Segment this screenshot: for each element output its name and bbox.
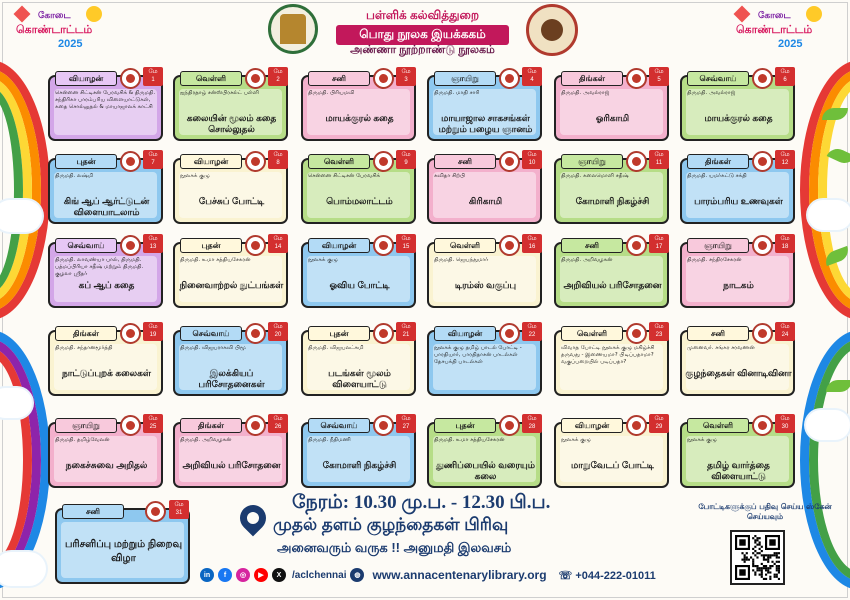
library-logo-icon	[499, 151, 520, 172]
event-date-badge	[143, 414, 163, 433]
event-presenter: கவிதா சிற்பி	[434, 173, 466, 179]
event-title: நினைவாற்றல் நுட்பங்கள்	[179, 280, 284, 290]
library-logo-icon	[245, 235, 266, 256]
event-date: 16	[528, 244, 536, 250]
event-day: வியாழன்	[561, 418, 623, 433]
event-title: நாடகம்	[723, 280, 754, 290]
event-presenter: திருமதி. லாவண்யா பால், திருமதி. பத்மப்பிரியா சதீஷ் மற்றும் திருமதி. குழலா ஸ்ரீதர்	[55, 257, 144, 277]
library-logo-icon	[626, 68, 647, 89]
event-presenter: முனைவர். சங்கர சரவணன்	[687, 345, 755, 351]
event-month: மே	[527, 152, 537, 158]
event-day: திங்கள்	[180, 418, 242, 433]
event-card	[427, 236, 542, 308]
department-title: பள்ளிக் கல்வித்துறை	[365, 8, 480, 22]
event-date: 17	[655, 244, 663, 250]
event-date-badge	[143, 150, 163, 169]
event-date-badge	[268, 67, 288, 86]
event-date: 19	[149, 332, 157, 338]
event-date: 29	[655, 424, 663, 430]
event-day: வெள்ளி	[561, 326, 623, 341]
event-date-badge	[396, 414, 416, 433]
festival-logo-small: கோடை	[758, 10, 791, 20]
event-title: துணிப்பையில் வரையும் கலை	[435, 460, 536, 481]
event-date-badge	[522, 67, 542, 86]
event-card	[173, 152, 288, 224]
event-title: பேச்சுப் போட்டி	[198, 196, 265, 206]
event-date-badge	[169, 500, 189, 519]
event-day: ஞாயிறு	[55, 418, 117, 433]
event-card	[301, 324, 416, 396]
event-month: மே	[148, 152, 158, 158]
event-date-badge	[268, 322, 288, 341]
event-day: புதன்	[308, 326, 370, 341]
event-card	[680, 69, 795, 141]
event-date: 15	[402, 244, 410, 250]
library-logo-icon	[626, 415, 647, 436]
event-presenter: திருமதி. லஷ்மி	[55, 173, 94, 179]
event-day: ஞாயிறு	[434, 71, 496, 86]
event-date: 30	[781, 424, 789, 430]
event-card	[173, 324, 288, 396]
library-logo-icon	[120, 151, 141, 172]
event-day: செவ்வாய்	[55, 238, 117, 253]
event-month: மே	[527, 236, 537, 242]
event-day: வியாழன்	[55, 71, 117, 86]
event-title: அறிவியல் பரிசோதனை	[563, 280, 662, 290]
event-date: 31	[175, 510, 183, 516]
youtube-icon[interactable]: ▶	[254, 568, 268, 582]
festival-logo-left	[12, 6, 108, 58]
library-logo-icon	[245, 151, 266, 172]
event-date-badge	[143, 67, 163, 86]
library-logo-icon	[245, 68, 266, 89]
event-title: ஓரிகாமி	[595, 113, 630, 123]
library-logo-icon	[373, 151, 394, 172]
event-presenter: திருமதி. நீதிமணி	[308, 437, 351, 443]
library-logo-icon	[373, 415, 394, 436]
event-date: 11	[655, 160, 663, 166]
event-date-badge	[522, 150, 542, 169]
directorate-title: பொது நூலக இயக்ககம்	[336, 25, 509, 45]
event-day: ஞாயிறு	[687, 238, 749, 253]
event-month: மே	[273, 152, 283, 158]
event-date-badge	[649, 414, 669, 433]
event-date-badge	[775, 414, 795, 433]
event-card	[680, 152, 795, 224]
social-links-row	[200, 566, 656, 584]
event-card	[427, 152, 542, 224]
event-date: 9	[404, 160, 408, 166]
event-title: கோமாளி நிகழ்ச்சி	[322, 460, 397, 470]
event-day: வெள்ளி	[180, 71, 242, 86]
event-day: செவ்வாய்	[180, 326, 242, 341]
event-month: மே	[780, 236, 790, 242]
event-card	[301, 152, 416, 224]
event-title: படங்கள் மூலம் விளையாட்டு	[328, 368, 391, 389]
cloud-decoration	[0, 200, 42, 232]
event-month: மே	[401, 236, 411, 242]
event-day: புதன்	[55, 154, 117, 169]
library-logo-icon	[245, 415, 266, 436]
event-date: 7	[151, 160, 155, 166]
cloud-decoration	[806, 410, 850, 440]
event-month: மே	[148, 236, 158, 242]
event-date-badge	[268, 150, 288, 169]
event-month: மே	[654, 236, 664, 242]
event-month: மே	[174, 502, 184, 508]
facebook-icon[interactable]: f	[218, 568, 232, 582]
event-day: ஞாயிறு	[561, 154, 623, 169]
kite-icon	[14, 6, 31, 23]
event-card	[301, 416, 416, 488]
event-presenter: திருமதி. சந்தானமூர்த்தி	[55, 345, 113, 351]
event-date: 13	[149, 244, 157, 250]
qr-code-icon[interactable]	[730, 530, 785, 585]
library-logo-icon	[626, 323, 647, 344]
library-logo-icon	[120, 68, 141, 89]
event-presenter: திருமதி. விஜயராகவி பிமூ	[180, 345, 246, 351]
library-logo-icon	[752, 68, 773, 89]
location-pin-icon	[235, 500, 272, 537]
event-title: டிரம்ஸ் வகுப்பு	[454, 280, 517, 290]
globe-icon: ◍	[350, 568, 364, 582]
event-date: 5	[657, 77, 661, 83]
event-date-badge	[143, 234, 163, 253]
event-card	[427, 69, 542, 141]
library-logo-icon	[245, 323, 266, 344]
event-presenter: திருமதி. சந்திரசேகரன்	[687, 257, 742, 263]
event-month: மே	[273, 324, 283, 330]
event-presenter: திருமதி. தமிழ்வேலன்	[55, 437, 110, 443]
event-presenter: திருமதி. அவல்ராஜ்	[561, 90, 610, 96]
event-card	[173, 69, 288, 141]
event-presenter: திருமதி. யமர்கட்டு சக்தி	[687, 173, 747, 179]
cloud-decoration	[0, 552, 46, 586]
event-presenter: திருமதி. ஜெயந்துமார்	[434, 257, 489, 263]
event-date-badge	[649, 67, 669, 86]
event-day: செவ்வாய்	[687, 71, 749, 86]
library-logo-icon	[120, 235, 141, 256]
event-month: மே	[148, 416, 158, 422]
website-link[interactable]: www.annacentenarylibrary.org	[372, 568, 547, 582]
event-title: பரிசளிப்பு மற்றும் நிறைவு விழா	[64, 539, 183, 564]
event-title: கிங் ஆப் ஆர்ட்டுடன் விளையாடலாம்	[63, 196, 150, 217]
event-day: சனி	[434, 154, 496, 169]
event-title: நாட்டுப்புறக் கலைகள்	[61, 368, 152, 378]
event-date-badge	[775, 322, 795, 341]
event-title: மாறுவேடப் போட்டி	[571, 460, 654, 470]
event-day: வியாழன்	[180, 154, 242, 169]
event-month: மே	[780, 69, 790, 75]
event-date-badge	[522, 234, 542, 253]
event-card	[554, 69, 669, 141]
festival-logo-year: 2025	[58, 38, 83, 50]
festival-logo-right	[732, 6, 828, 58]
event-presenter: திருமதி. மாதி சாரி	[434, 90, 480, 96]
event-card	[680, 416, 795, 488]
x-icon[interactable]: X	[272, 568, 286, 582]
event-month: மே	[273, 416, 283, 422]
event-month: மே	[401, 324, 411, 330]
library-logo-icon	[626, 151, 647, 172]
social-icons	[200, 568, 286, 582]
event-month: மே	[780, 152, 790, 158]
festival-logo-year: 2025	[778, 38, 803, 50]
library-logo-icon	[373, 323, 394, 344]
event-date-badge	[649, 234, 669, 253]
event-title: மாயக்குரல் கதை	[704, 113, 773, 123]
event-presenter: சென்னை சிட்டிசன் பேரவசிக் & திருமதி. சந்திரிகா பாரம்பரிய விளையாட்டுகள், கதை சொல்லுதல் & மாயாஜாலக் காட்சி	[55, 90, 156, 110]
event-date: 26	[274, 424, 282, 430]
event-card	[427, 324, 542, 396]
event-presenter: நூலகக் குழு தமிழ் பாடல் போட்டி - பாரதியார், பாரதிதாசன் பாடல்கள் தேசபக்தி பாடல்கள்	[434, 345, 522, 365]
festival-logo-main: கொண்டாட்டம்	[16, 24, 93, 36]
event-date-badge	[775, 67, 795, 86]
event-date-badge	[775, 234, 795, 253]
event-day: புதன்	[434, 418, 496, 433]
event-presenter: நூலகக் குழு	[561, 437, 591, 443]
event-title: இலக்கியப் பரிசோதனைகள்	[198, 368, 265, 389]
kite-icon	[734, 6, 751, 23]
event-card	[301, 69, 416, 141]
event-day: சனி	[62, 504, 124, 519]
event-date: 18	[781, 244, 789, 250]
event-title: மாயக்குரல் கதை	[325, 113, 394, 123]
event-title: மாயாஜால சாகசங்கள் மற்றும் பழைய ஞானம்	[438, 113, 533, 134]
event-title: நகைச்சுவை அறிதல்	[65, 460, 148, 470]
event-day: திங்கள்	[55, 326, 117, 341]
event-title: ஓவிய போட்டி	[329, 280, 390, 290]
event-presenter: திருமதி. அவல்ராஜ்	[687, 90, 736, 96]
event-day: புதன்	[180, 238, 242, 253]
anna-portrait-icon	[526, 4, 578, 56]
library-logo-icon	[120, 415, 141, 436]
event-month: மே	[527, 69, 537, 75]
scan-instruction: போட்டிகளுக்குப் பதிவு செய்ய ஸ்கேன் செய்யவும்	[698, 502, 832, 521]
sun-icon	[806, 6, 822, 22]
event-title: கிரிகாமி	[468, 196, 503, 206]
event-day: சனி	[687, 326, 749, 341]
event-date-badge	[396, 67, 416, 86]
event-month: மே	[148, 69, 158, 75]
event-month: மே	[148, 324, 158, 330]
event-title: அறிவியல் பரிசோதனை	[182, 460, 281, 470]
event-presenter: விவாத போட்டி நூலகக் குழு மகிழ்ச்சி தருவது - இணையமா? பிடிப்பதாமா? வகுப்பறையில் படிப்பதா?	[561, 345, 655, 365]
event-card	[554, 236, 669, 308]
library-logo-icon	[373, 235, 394, 256]
event-presenter: திருமதி. விஜயலட்சுமி	[308, 345, 364, 351]
event-card	[554, 324, 669, 396]
event-month: மே	[401, 152, 411, 158]
linkedin-icon[interactable]: in	[200, 568, 214, 582]
event-day: வெள்ளி	[687, 418, 749, 433]
event-date-badge	[396, 150, 416, 169]
event-date-badge	[268, 414, 288, 433]
event-date-badge	[649, 322, 669, 341]
event-card	[48, 416, 163, 488]
event-card	[554, 152, 669, 224]
event-date: 1	[151, 77, 155, 83]
event-date-badge	[649, 150, 669, 169]
event-title: கோமாளி நிகழ்ச்சி	[575, 196, 650, 206]
event-date: 24	[781, 332, 789, 338]
library-logo-icon	[752, 235, 773, 256]
venue-section: முதல் தளம் குழந்தைகள் பிரிவு	[273, 515, 509, 534]
event-day: திங்கள்	[561, 71, 623, 86]
event-day: செவ்வாய்	[308, 418, 370, 433]
event-card	[554, 416, 669, 488]
event-presenter: திருமதி. பிரியமவி	[308, 90, 355, 96]
event-month: மே	[527, 416, 537, 422]
event-card	[680, 236, 795, 308]
event-date-badge	[396, 322, 416, 341]
event-date: 14	[274, 244, 282, 250]
event-month: மே	[401, 69, 411, 75]
event-title: கலையின் மூலம் கதை சொல்லுதல்	[186, 113, 277, 134]
event-card	[173, 236, 288, 308]
event-title: குழந்தைகள் வினாடிவினா	[685, 368, 792, 378]
event-month: மே	[273, 69, 283, 75]
library-logo-icon	[145, 501, 166, 522]
event-presenter: ஐந்திரதாழ் சன்ஸ்பிரசல்ட் பள்ளி	[180, 90, 259, 96]
event-title: பொம்மலாட்டம்	[326, 196, 393, 206]
event-date-badge	[396, 234, 416, 253]
library-logo-icon	[373, 68, 394, 89]
event-month: மே	[654, 324, 664, 330]
event-card	[48, 236, 163, 308]
event-card	[48, 69, 163, 141]
phone-text: +044-222-01011	[575, 569, 656, 582]
event-presenter: திருமதி. உமா சத்தியசேகரன்	[180, 257, 251, 263]
event-title: கப் ஆப் கதை	[78, 280, 135, 290]
event-card	[173, 416, 288, 488]
library-logo-icon	[752, 323, 773, 344]
event-card	[680, 324, 795, 396]
library-logo-icon	[752, 415, 773, 436]
event-date: 8	[276, 160, 280, 166]
library-logo-icon	[752, 151, 773, 172]
event-month: மே	[780, 416, 790, 422]
event-title: தமிழ் வார்த்தை விளையாட்டு	[707, 460, 770, 481]
social-handle[interactable]: /aclchennai	[292, 569, 347, 581]
event-presenter: திருமதி. கலைமொளி சதீஷ்	[561, 173, 629, 179]
event-date: 10	[528, 160, 536, 166]
event-presenter: நூலகக் குழு	[308, 257, 338, 263]
library-logo-icon	[120, 323, 141, 344]
event-day: வியாழன்	[308, 238, 370, 253]
event-date: 21	[402, 332, 410, 338]
event-month: மே	[527, 324, 537, 330]
event-date: 6	[783, 77, 787, 83]
tamilnadu-emblem-icon	[268, 4, 318, 54]
event-month: மே	[401, 416, 411, 422]
event-card	[55, 502, 190, 584]
welcome-message: அனைவரும் வருக !! அனுமதி இலவசம்	[277, 540, 512, 555]
event-date-badge	[522, 322, 542, 341]
event-date-badge	[143, 322, 163, 341]
library-logo-icon	[499, 235, 520, 256]
cloud-decoration	[0, 388, 32, 418]
library-logo-icon	[626, 235, 647, 256]
library-logo-icon	[499, 68, 520, 89]
sun-icon	[86, 6, 102, 22]
library-logo-icon	[499, 323, 520, 344]
event-date: 12	[781, 160, 789, 166]
event-month: மே	[654, 416, 664, 422]
event-presenter: திருமதி. உமா சத்தியசேகரன்	[434, 437, 505, 443]
library-logo-icon	[499, 415, 520, 436]
event-day: சனி	[308, 71, 370, 86]
event-month: மே	[273, 236, 283, 242]
phone-number[interactable]: ☏ +044-222-01011	[558, 569, 656, 582]
library-title: அண்ணா நூற்றாண்டு நூலகம்	[350, 44, 495, 56]
event-date: 3	[404, 77, 408, 83]
event-card	[48, 152, 163, 224]
event-date: 28	[528, 424, 536, 430]
event-day: வெள்ளி	[434, 238, 496, 253]
event-date: 23	[655, 332, 663, 338]
event-day: வெள்ளி	[308, 154, 370, 169]
event-card	[48, 324, 163, 396]
event-card	[301, 236, 416, 308]
event-month: மே	[654, 69, 664, 75]
event-presenter: சென்னை சிட்டிசன் பேரவசிக்	[308, 173, 381, 179]
event-date: 25	[149, 424, 157, 430]
event-presenter: திருமதி. அறிவழகன்	[180, 437, 232, 443]
cloud-decoration	[808, 200, 850, 230]
event-presenter: நூலகக் குழு	[687, 437, 717, 443]
event-date: 22	[528, 332, 536, 338]
event-date-badge	[522, 414, 542, 433]
event-day: சனி	[561, 238, 623, 253]
event-month: மே	[654, 152, 664, 158]
event-month: மே	[780, 324, 790, 330]
event-day: வியாழன்	[434, 326, 496, 341]
event-card	[427, 416, 542, 488]
event-date-badge	[268, 234, 288, 253]
event-day: திங்கள்	[687, 154, 749, 169]
event-presenter: திருமதி. அறிவழகன்	[561, 257, 613, 263]
event-title: பாரம்பரிய உணவுகள்	[694, 196, 783, 206]
event-date: 27	[402, 424, 410, 430]
event-time: நேரம்: 10.30 மு.ப. - 12.30 பி.ப.	[292, 492, 551, 513]
festival-logo-small: கோடை	[38, 10, 71, 20]
festival-logo-main: கொண்டாட்டம்	[736, 24, 813, 36]
event-date: 20	[274, 332, 282, 338]
event-presenter: நூலகக் குழு	[180, 173, 210, 179]
instagram-icon[interactable]: ◎	[236, 568, 250, 582]
event-date-badge	[775, 150, 795, 169]
event-date: 4	[530, 77, 534, 83]
event-date: 2	[276, 77, 280, 83]
